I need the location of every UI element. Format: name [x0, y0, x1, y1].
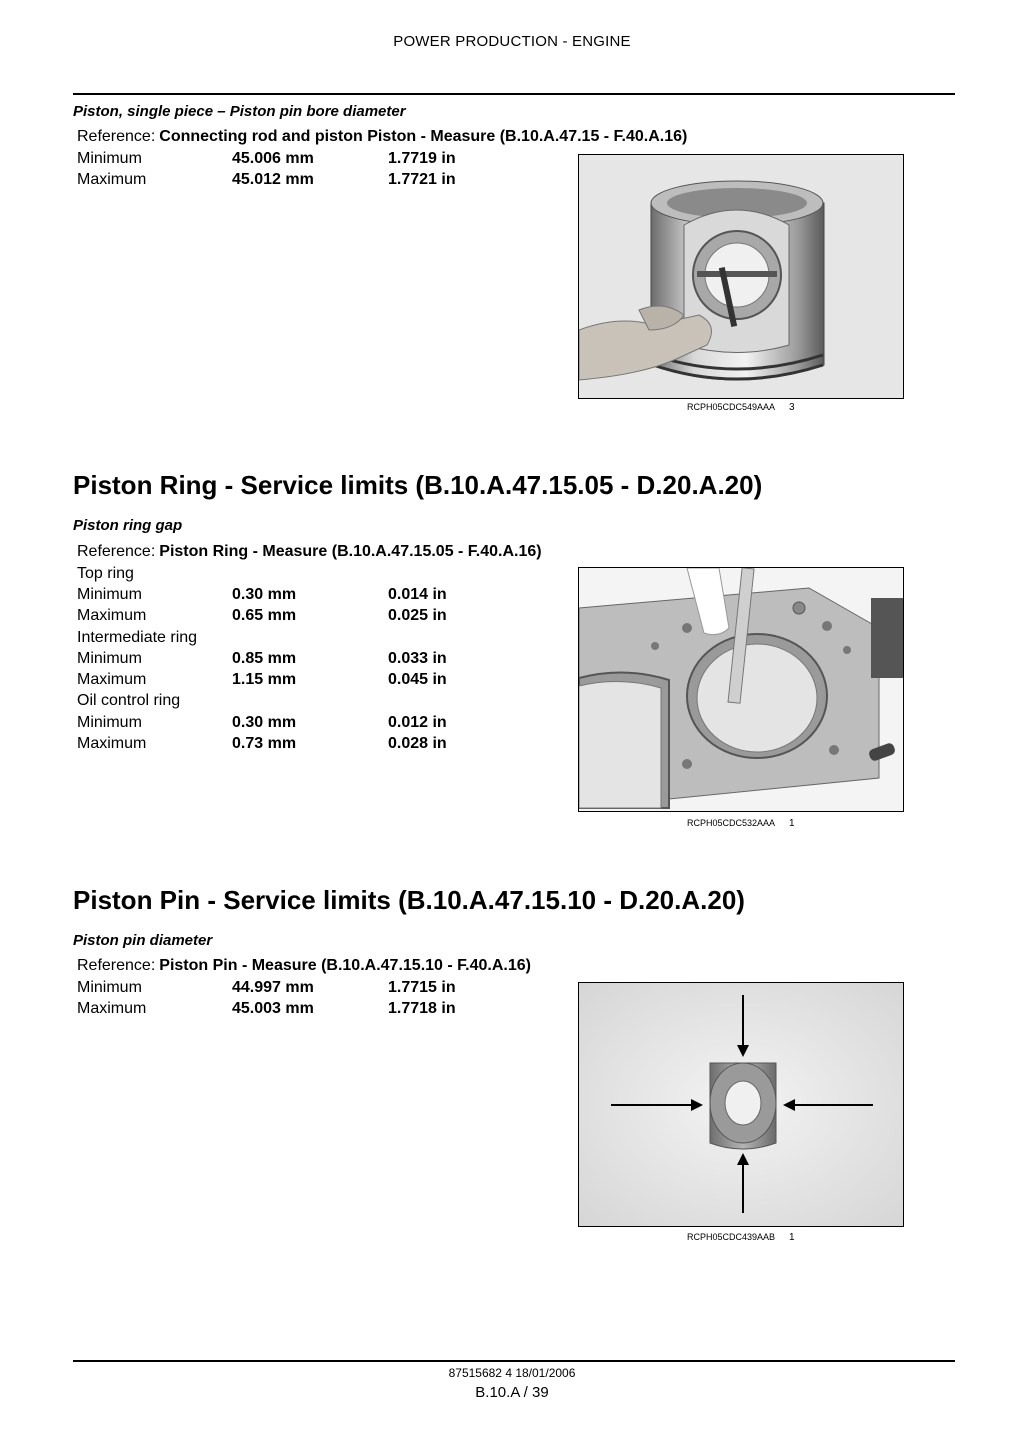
row-value-in: 0.033 in: [388, 650, 447, 667]
cylinder-block-illustration: [579, 568, 903, 811]
ring-gap-photo: [578, 567, 904, 812]
reference-link[interactable]: Piston Ring - Measure (B.10.A.47.15.05 - F.40.A.16): [159, 543, 542, 560]
figure-code: RCPH05CDC439AAB: [687, 1232, 776, 1242]
row-label: Maximum: [77, 607, 147, 624]
section3-row-min: [77, 979, 557, 1000]
row-value-in: 0.025 in: [388, 607, 447, 624]
section1-row-min: [77, 150, 557, 171]
row-value-in: 1.7721 in: [388, 171, 456, 188]
section2-row: [77, 735, 557, 756]
reference-label: Reference:: [77, 128, 156, 145]
row-label: Minimum: [77, 979, 142, 996]
row-value-mm: 0.30 mm: [232, 714, 297, 731]
row-value-mm: 44.997 mm: [232, 979, 314, 996]
header-rule: [73, 93, 955, 95]
piston-pin-illustration: [579, 983, 903, 1226]
row-value-mm: 0.30 mm: [232, 586, 297, 603]
row-value-mm: 0.73 mm: [232, 735, 297, 752]
section3-subtitle: Piston pin diameter: [73, 932, 213, 949]
reference-label: Reference:: [77, 957, 156, 974]
row-label: Maximum: [77, 671, 147, 688]
row-label: Maximum: [77, 171, 147, 188]
row-value-mm: 45.006 mm: [232, 150, 314, 167]
row-label: Minimum: [77, 714, 142, 731]
piston-pin-bore-photo: [578, 154, 904, 399]
section1-row-max: [77, 171, 557, 192]
row-value-in: 1.7715 in: [388, 979, 456, 996]
section1-subtitle: Piston, single piece – Piston pin bore diameter: [73, 103, 406, 120]
row-label: Maximum: [77, 1000, 147, 1017]
section2-row: [77, 671, 557, 692]
footer-page-number: B.10.A / 39: [475, 1384, 549, 1401]
row-value-in: 0.045 in: [388, 671, 447, 688]
figure-number: 1: [789, 818, 795, 829]
figure-number: 1: [789, 1232, 795, 1243]
row-value-in: 0.014 in: [388, 586, 447, 603]
section2-subtitle: Piston ring gap: [73, 517, 183, 534]
row-value-in: 1.7718 in: [388, 1000, 456, 1017]
section2-row: [77, 586, 557, 607]
piston-pin-photo: [578, 982, 904, 1227]
reference-label: Reference:: [77, 543, 156, 560]
row-label: Maximum: [77, 735, 147, 752]
figure-number: 3: [789, 402, 795, 413]
row-value-in: 1.7719 in: [388, 150, 456, 167]
section3-row-max: [77, 1000, 557, 1021]
row-value-mm: 1.15 mm: [232, 671, 297, 688]
row-label: Minimum: [77, 650, 142, 667]
figure-code: RCPH05CDC549AAA: [687, 402, 776, 412]
page-header-title: POWER PRODUCTION - ENGINE: [393, 33, 631, 50]
row-value-in: 0.012 in: [388, 714, 447, 731]
section2-row: [77, 607, 557, 628]
section1-reference: [77, 128, 687, 146]
row-value-mm: 0.65 mm: [232, 607, 297, 624]
reference-link[interactable]: Piston Pin - Measure (B.10.A.47.15.10 - F.40.A.16): [159, 957, 531, 974]
figure-caption: [687, 818, 795, 829]
figure-code: RCPH05CDC532AAA: [687, 818, 776, 828]
section2-title: Piston Ring - Service limits (B.10.A.47.15.05 - D.20.A.20): [73, 470, 763, 500]
figure-caption: [687, 1232, 795, 1243]
row-value-mm: 0.85 mm: [232, 650, 297, 667]
figure-caption: [687, 402, 795, 413]
group-heading: Intermediate ring: [77, 629, 198, 646]
row-value-mm: 45.003 mm: [232, 1000, 314, 1017]
reference-link[interactable]: Connecting rod and piston Piston - Measure (B.10.A.47.15 - F.40.A.16): [159, 128, 688, 145]
row-label: Minimum: [77, 586, 142, 603]
row-value-mm: 45.012 mm: [232, 171, 314, 188]
section2-row: [77, 650, 557, 671]
piston-illustration: [579, 155, 903, 398]
row-label: Minimum: [77, 150, 142, 167]
row-value-in: 0.028 in: [388, 735, 447, 752]
group-heading: Top ring: [77, 565, 134, 582]
section2-row: [77, 714, 557, 735]
footer-document-id: 87515682 4 18/01/2006: [448, 1366, 576, 1380]
footer-rule: [73, 1360, 955, 1362]
section3-reference: [77, 957, 531, 975]
group-heading: Oil control ring: [77, 692, 181, 709]
section2-reference: [77, 543, 542, 561]
section3-title: Piston Pin - Service limits (B.10.A.47.15.10 - D.20.A.20): [73, 885, 745, 915]
